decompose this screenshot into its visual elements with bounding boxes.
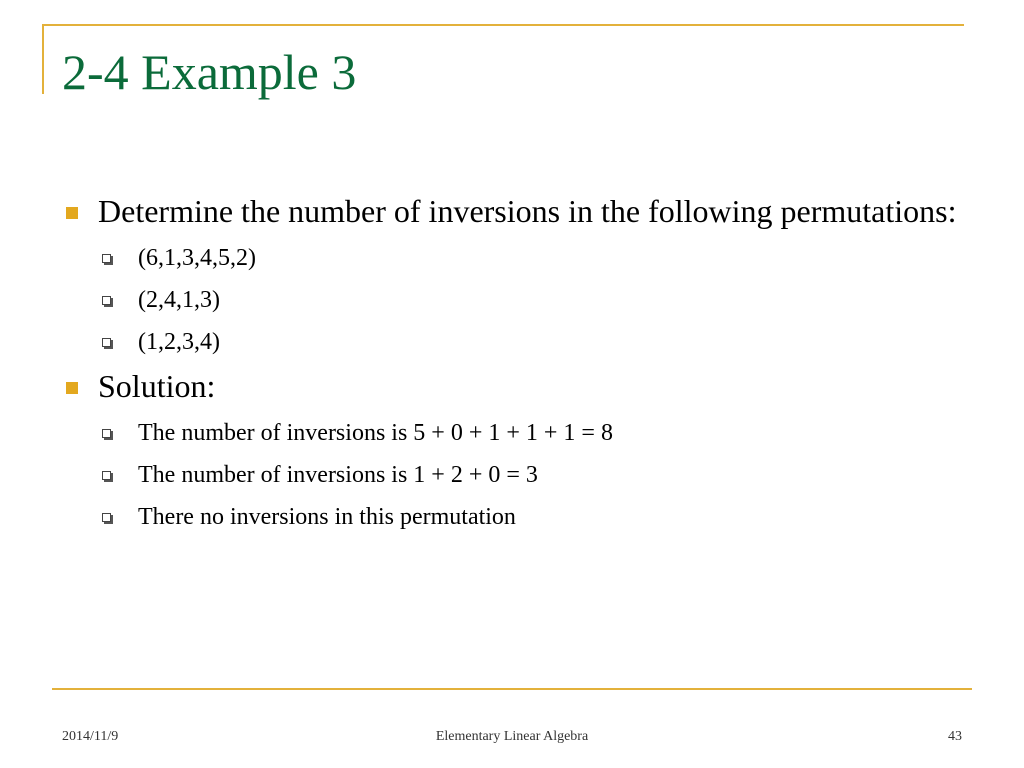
footer-date: 2014/11/9 xyxy=(62,729,119,744)
square-bullet-icon xyxy=(66,207,78,219)
list-item xyxy=(62,237,962,279)
permutation-text: (2,4,1,3) xyxy=(138,287,220,313)
checkbox-bullet-icon xyxy=(102,429,111,438)
checkbox-bullet-icon xyxy=(102,254,111,263)
bullet-solution xyxy=(62,365,962,408)
checkbox-bullet-icon xyxy=(102,338,111,347)
title-frame-left-rule xyxy=(42,24,44,94)
footer-course-title: Elementary Linear Algebra xyxy=(435,729,589,744)
permutation-list xyxy=(62,237,962,363)
permutation-text: (1,2,3,4) xyxy=(138,329,220,355)
square-bullet-icon xyxy=(66,382,78,394)
slide-title: 2-4 Example 3 xyxy=(62,44,357,100)
title-frame-top-rule xyxy=(42,24,964,26)
footer-rule xyxy=(52,688,972,690)
checkbox-bullet-icon xyxy=(102,513,111,522)
solution-text: The number of inversions is 5 + 0 + 1 + 1 + 1 = 8 xyxy=(138,420,613,446)
checkbox-bullet-icon xyxy=(102,471,111,480)
bullet-question-text: Determine the number of inversions in the following permutations: xyxy=(98,193,957,229)
list-item xyxy=(62,412,962,454)
bullet-solution-text: Solution: xyxy=(98,368,216,404)
footer-page-number: 43 xyxy=(948,729,962,744)
permutation-text: (6,1,3,4,5,2) xyxy=(138,245,256,271)
checkbox-bullet-icon xyxy=(102,296,111,305)
list-item xyxy=(62,454,962,496)
solution-text: The number of inversions is 1 + 2 + 0 = 3 xyxy=(138,462,538,488)
list-item xyxy=(62,321,962,363)
slide-content xyxy=(62,190,962,540)
bullet-question xyxy=(62,190,962,233)
list-item xyxy=(62,279,962,321)
solution-text: There no inversions in this permutation xyxy=(138,504,516,530)
solution-list xyxy=(62,412,962,538)
list-item xyxy=(62,496,962,538)
